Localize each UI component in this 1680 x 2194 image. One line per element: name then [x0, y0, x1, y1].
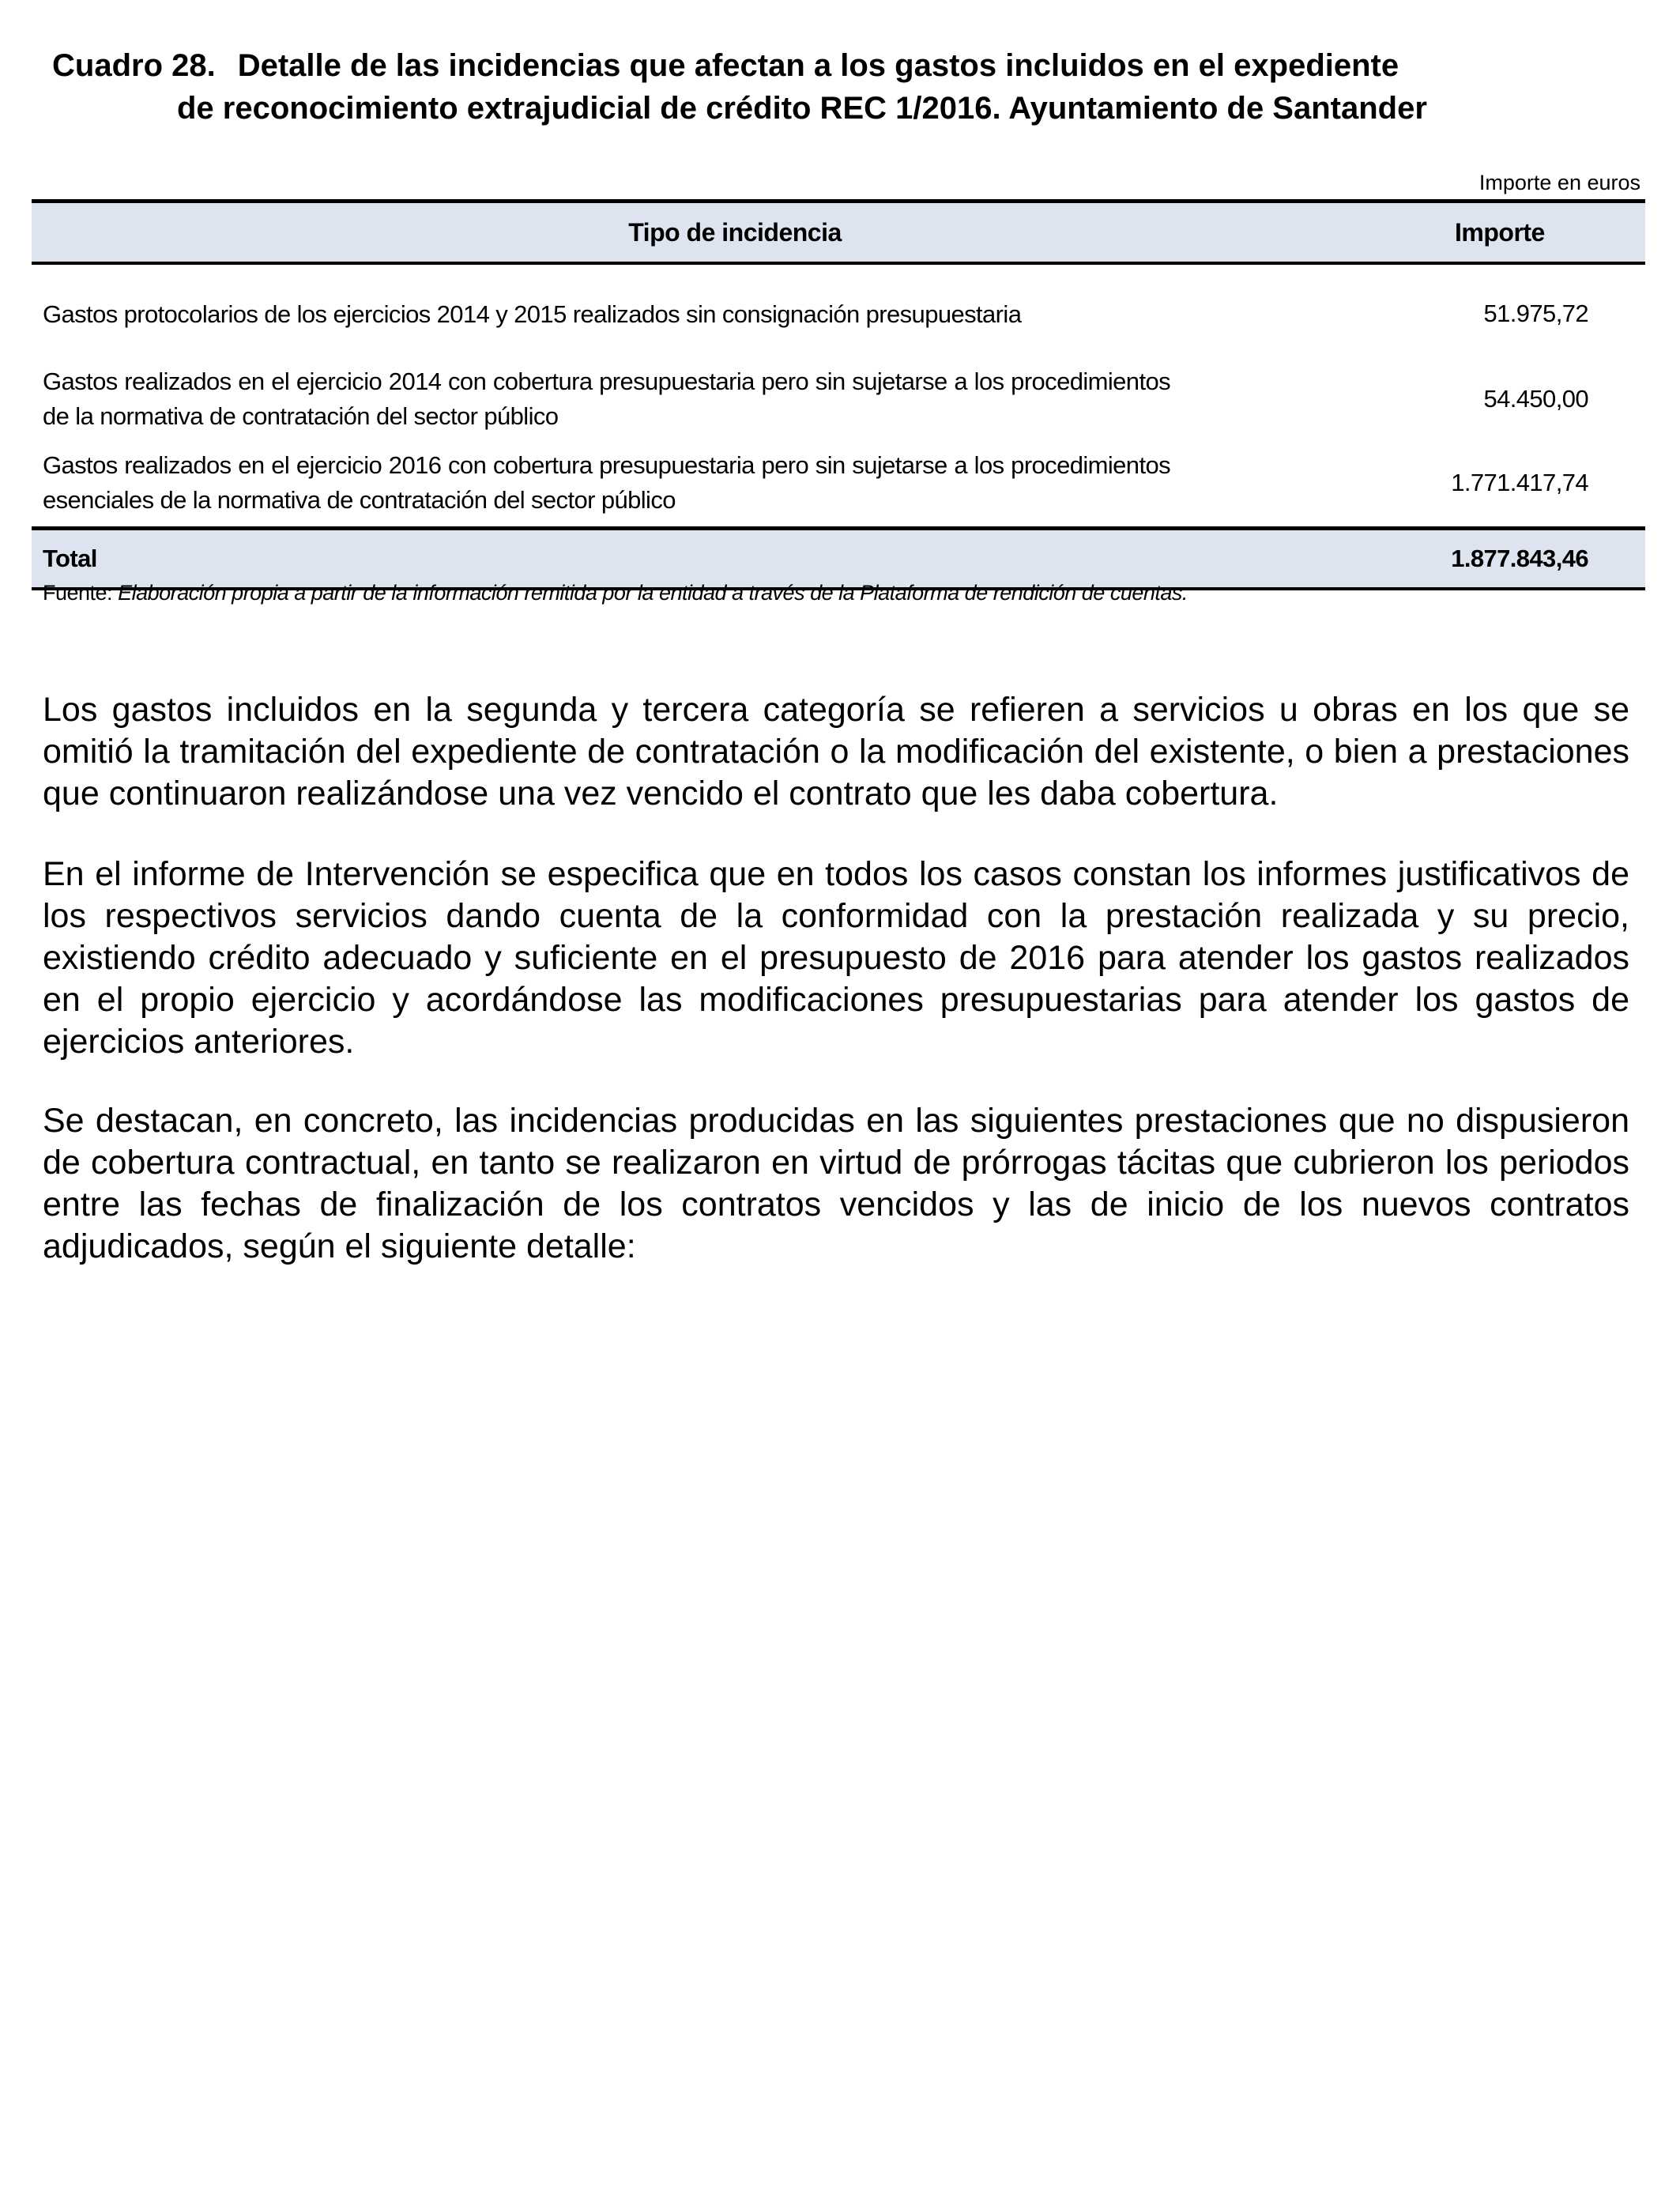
source-label: Fuente:: [43, 581, 113, 605]
table-row: [32, 359, 1645, 439]
row-amount: 1.771.417,74: [1451, 469, 1588, 496]
header-tipo-incidencia: Tipo de incidencia: [32, 202, 1439, 264]
row-amount: 51.975,72: [1483, 300, 1588, 327]
body-paragraph-3: Se destacan, en concreto, las incidencias producidas en las siguientes prestaciones que no dispusieron de cobertura contractual, en tanto se realizaron en virtud de prórrogas tácitas que cubrieron los periodos entre las fechas de finalización de los contratos vencidos y las de inicio de los nuevos contratos adjudicados, según el siguiente detalle:: [43, 1102, 1629, 1265]
unit-note: Importe en euros: [1478, 171, 1640, 194]
body-paragraph-2: En el informe de Intervención se especifica que en todos los casos constan los informes justificativos de los respectivos servicios dando cuenta de la conformidad con la prestación realizada y su precio, existiendo crédito adecuado y suficiente en el presupuesto de 2016 para atender los gastos realizados en el propio ejercicio y acordándose las modificaciones presupuestarias para atender los gastos de ejercicios anteriores.: [43, 855, 1629, 1061]
row-description: Gastos protocolarios de los ejercicios 2014 y 2015 realizados sin consignación presupuestaria: [43, 300, 1022, 328]
caption-title-line1: Detalle de las incidencias que afectan a los gastos incluidos en el expediente: [237, 48, 1399, 83]
row-description: Gastos realizados en el ejercicio 2014 con cobertura presupuestaria pero sin sujetarse a los procedimientos de la normativa de contratación del sector público: [43, 368, 1170, 430]
source-text: Elaboración propia a partir de la información remitida por la entidad a través de la Plataforma de rendición de cuentas.: [118, 581, 1188, 605]
table-header-row: [32, 202, 1645, 264]
body-paragraph-1: Los gastos incluidos en la segunda y tercera categoría se refieren a servicios u obras en los que se omitió la tramitación del expediente de contratación o la modificación del existente, o bien a prestaciones que continuaron realizándose una vez vencido el contrato que les daba cobertura.: [43, 691, 1629, 812]
table-row: [32, 263, 1645, 359]
row-description: Gastos realizados en el ejercicio 2016 con cobertura presupuestaria pero sin sujetarse a los procedimientos esenciales de la normativa de contratación del sector público: [43, 451, 1170, 514]
table-row: [32, 439, 1645, 529]
table-total-row: [32, 529, 1645, 590]
total-amount: 1.877.843,46: [1439, 529, 1645, 590]
incidents-table: [32, 199, 1645, 590]
caption-label: Cuadro 28.: [52, 48, 216, 83]
table-caption: [52, 44, 1633, 130]
header-importe: Importe: [1439, 202, 1645, 264]
table-source-note: [43, 581, 1188, 605]
total-label: Total: [32, 529, 1439, 590]
caption-title-line2: de reconocimiento extrajudicial de crédito REC 1/2016. Ayuntamiento de Santander: [177, 91, 1427, 126]
row-amount: 54.450,00: [1483, 385, 1588, 413]
